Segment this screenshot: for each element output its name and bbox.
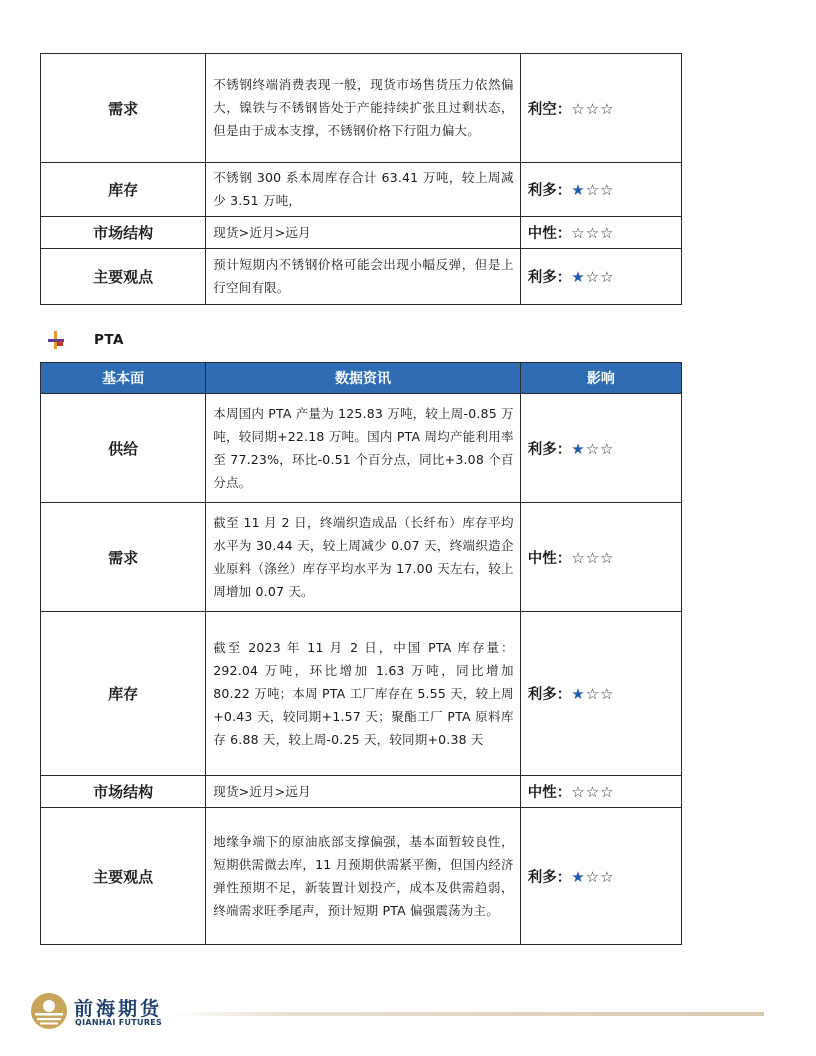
impact-cell xyxy=(520,163,681,217)
table-header-row xyxy=(41,363,682,394)
rating-stars-icon: ★☆☆ xyxy=(571,181,615,199)
table-row xyxy=(41,394,682,503)
row-info: 截至 11 月 2 日，终端织造成品（长纤布）库存平均水平为 30.44 天，较上周减少 0.07 天，终端织造企业原料（涤丝）库存平均水平为 17.00 天左右，较上周增加 0.07 天。 xyxy=(206,503,520,612)
row-info: 预计短期内不锈钢价格可能会出现小幅反弹，但是上行空间有限。 xyxy=(206,249,520,305)
row-label: 市场结构 xyxy=(41,217,206,249)
logo-chinese-name: 前海期货 xyxy=(74,998,163,1020)
rating-stars-icon: ★☆☆ xyxy=(571,439,615,458)
rating-stars-icon: ☆☆☆ xyxy=(571,224,615,242)
impact-label: 利多： xyxy=(527,687,572,703)
row-label: 主要观点 xyxy=(41,808,206,945)
row-label: 主要观点 xyxy=(41,249,206,305)
row-label: 需求 xyxy=(41,503,206,612)
row-info: 本周国内 PTA 产量为 125.83 万吨，较上周-0.85 万吨，较同期+22.18 万吨。国内 PTA 周均产能利用率至 77.23%，环比-0.51 个百分点，同比+3.08 个百分点。 xyxy=(206,394,520,503)
section-title-text: PTA xyxy=(94,332,125,348)
table-row xyxy=(41,54,682,163)
header-impact: 影响 xyxy=(520,363,681,394)
rating-stars-icon: ☆☆☆ xyxy=(571,548,615,567)
footer-divider xyxy=(170,1012,764,1016)
row-info: 不锈钢终端消费表现一般，现货市场售货压力依然偏大，镍铁与不锈钢皆处于产能持续扩张且过剩状态，但是由于成本支撑，不锈钢价格下行阻力偏大。 xyxy=(206,54,520,163)
impact-cell xyxy=(520,217,681,249)
table-row xyxy=(41,163,682,217)
stainless-steel-table xyxy=(40,53,682,305)
impact-label: 利多： xyxy=(527,183,572,199)
table-row xyxy=(41,503,682,612)
impact-label: 利多： xyxy=(527,270,572,286)
impact-label: 中性： xyxy=(527,550,572,567)
row-info: 不锈钢 300 系本周库存合计 63.41 万吨，较上周减少 3.51 万吨， xyxy=(206,163,520,217)
qianhai-logo-icon xyxy=(30,992,68,1030)
rating-stars-icon: ★☆☆ xyxy=(571,867,615,886)
table-row xyxy=(41,776,682,808)
table-row xyxy=(41,808,682,945)
impact-cell xyxy=(520,54,681,163)
pta-table xyxy=(40,362,682,945)
row-info: 地缘争端下的原油底部支撑偏强，基本面暂较良性，短期供需微去库，11 月预期供需紧平衡，但国内经济弹性预期不足，新装置计划投产，成本及供需趋弱，终端需求旺季尾声，预计短期 PTA 偏强震荡为主。 xyxy=(206,808,520,945)
impact-cell xyxy=(520,394,681,503)
row-info: 截至 2023 年 11 月 2 日，中国 PTA 库存量：292.04 万吨，环比增加 1.63 万吨，同比增加 80.22 万吨；本周 PTA 工厂库存在 5.55 天，较上周+0.43 天，较同期+1.57 天；聚酯工厂 PTA 原料库存 6.88 天，较上周-0.25 天，较同期+0.38 天 xyxy=(206,612,520,776)
row-label: 供给 xyxy=(41,394,206,503)
impact-cell xyxy=(520,249,681,305)
rating-stars-icon: ★☆☆ xyxy=(571,685,615,703)
table-row xyxy=(41,217,682,249)
page-footer xyxy=(30,992,770,1032)
impact-label: 利空： xyxy=(527,101,572,118)
rating-stars-icon: ★☆☆ xyxy=(571,268,615,286)
row-label: 需求 xyxy=(41,54,206,163)
rating-stars-icon: ☆☆☆ xyxy=(571,99,615,118)
impact-label: 中性： xyxy=(527,226,572,242)
row-label: 市场结构 xyxy=(41,776,206,808)
row-info: 现货>近月>远月 xyxy=(206,776,520,808)
table-row xyxy=(41,249,682,305)
logo-english-name: QIANHAI FUTURES xyxy=(75,1018,163,1027)
impact-label: 中性： xyxy=(527,785,572,801)
impact-cell xyxy=(520,503,681,612)
rating-stars-icon: ☆☆☆ xyxy=(571,783,615,801)
table-row xyxy=(41,612,682,776)
section-title-pta xyxy=(48,330,124,350)
cross-bullet-icon xyxy=(48,331,64,349)
row-label: 库存 xyxy=(41,612,206,776)
header-fundamentals: 基本面 xyxy=(41,363,206,394)
impact-cell xyxy=(520,612,681,776)
impact-cell xyxy=(520,808,681,945)
row-label: 库存 xyxy=(41,163,206,217)
impact-label: 利多： xyxy=(527,869,572,886)
header-data-info: 数据资讯 xyxy=(206,363,520,394)
impact-label: 利多： xyxy=(527,441,572,458)
impact-cell xyxy=(520,776,681,808)
row-info: 现货>近月>远月 xyxy=(206,217,520,249)
